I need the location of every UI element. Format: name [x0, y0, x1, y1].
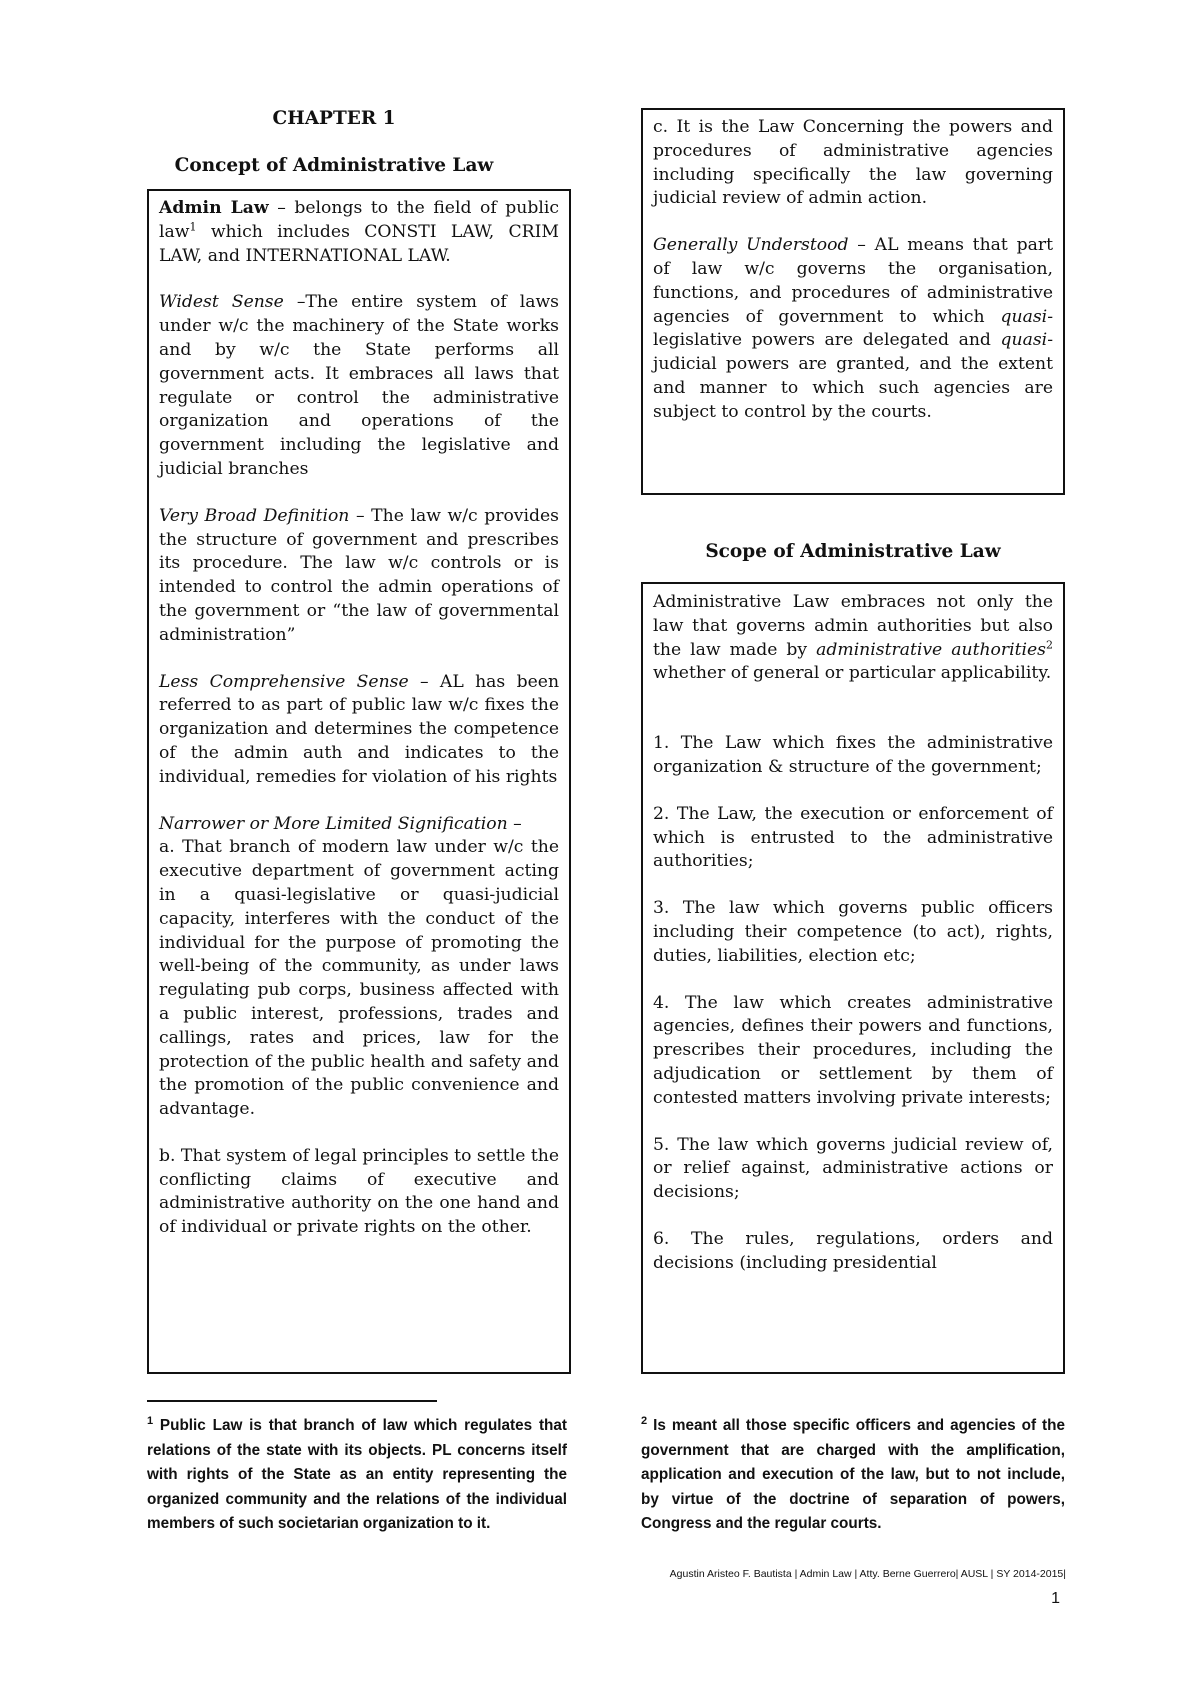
chapter-title: CHAPTER 1: [272, 108, 396, 129]
generally-understood-term: Generally Understood: [653, 235, 849, 256]
broad-definition-term: Very Broad Definition: [159, 505, 350, 526]
footnote-2: $^2$ Is meant all those specific officers and agencies of the government that are charged with the amplification, application and execution of the law, but to not include, by virtue of the doctrine of separation of powers, Congress and the regular courts.: [641, 1414, 1065, 1533]
less-comprehensive-paragraph: Less Comprehensive Sense – AL has been referred to as part of public law w/c fixes the organization and determines the competence of the admin auth and indicates to the individual, remedies for violation of his rights: [159, 671, 560, 787]
scope-item: 3. The law which governs public officers including their competence (to act), rights, duties, liabilities, election etc;: [653, 898, 1053, 966]
less-comprehensive-term: Less Comprehensive Sense: [159, 671, 409, 692]
widest-sense-paragraph: Widest Sense –The entire system of laws under w/c the machinery of the State works and by w/c the State performs all government acts. It embraces all laws that regulate or control the administrative organization and operations of the government including the legislative and judicial branches: [159, 292, 559, 479]
scope-item: 1. The Law which fixes the administrative organization & structure of the government;: [653, 733, 1053, 777]
definition-continued-box: [641, 108, 1065, 495]
footnote-ref-1: 1: [189, 220, 197, 234]
footnote-1-mark: 1: [147, 1414, 154, 1427]
scope-box: [641, 582, 1065, 1374]
administrative-authorities-term: administrative authorities: [816, 639, 1046, 660]
admin-law-term: Admin Law: [159, 198, 269, 218]
section-heading-concept: Concept of Administrative Law: [174, 155, 494, 176]
scope-item: 6. The rules, regulations, orders and decisions (including presidential: [653, 1228, 1053, 1273]
narrower-term: Narrower or More Limited Signification: [159, 813, 508, 834]
scope-item: 5. The law which governs judicial review of, or relief against, administrative actions or decisions;: [653, 1134, 1053, 1203]
concept-definitions-box: [147, 189, 571, 1374]
page-number: 1: [1051, 1590, 1060, 1607]
narrower-item-b: b. That system of legal principles to settle the conflicting claims of executive and administrative authority on the one hand and of individual or private rights on the other.: [159, 1145, 559, 1238]
scope-intro-paragraph: Administrative Law embraces not only the law that governs admin authorities but also the law made by administrative authorities$^2$ whether of general or particular applicability.: [653, 592, 1053, 684]
footnote-1: $^1$ Public Law is that branch of law which regulates that relations of the state with its objects. PL concerns itself with rights of the State as an entity representing the organized community and the relations of the individual members of such societarian organization to it.: [147, 1414, 567, 1533]
broad-definition-paragraph: Very Broad Definition – The law w/c provides the structure of government and prescribes its procedure. The law w/c controls or is intended to control the admin operations of the government or “the law of governmental administration”: [159, 505, 560, 645]
generally-understood-paragraph: Generally Understood – AL means that part of law w/c governs the organisation, functions, and procedures of administrative agencies of government to which quasi-legislative powers are delegated and quasi-judicial powers are granted, and the extent and manner to which such agencies are subject to control by the courts.: [653, 235, 1053, 422]
scope-item: 2. The Law, the execution or enforcement of which is entrusted to the administrative authorities;: [653, 803, 1053, 872]
section-heading-scope: Scope of Administrative Law: [705, 541, 1001, 562]
scope-item: 4. The law which creates administrative agencies, defines their powers and functions, prescribes their procedures, including the adjudication or settlement by them of contested matters involving private interests;: [653, 992, 1053, 1108]
widest-sense-term: Widest Sense: [159, 292, 284, 313]
footnote-separator: [147, 1400, 437, 1402]
definition-c-paragraph: c. It is the Law Concerning the powers and procedures of administrative agencies including specifically the law governing judicial review of admin action.: [653, 117, 1053, 209]
narrower-paragraph: Narrower or More Limited Signification – a. That branch of modern law under w/c the executive department of government acting in a quasi-legislative or quasi-judicial capacity, interferes with the conduct of the individual for the purpose of promoting the well-being of the community, as under laws regulating pub corps, business affected with a public interest, professions, trades and callings, rates and prices, law for the protection of the public health and safety and the promotion of the public convenience and advantage.: [159, 813, 559, 1120]
footnote-2-mark: 2: [641, 1414, 648, 1427]
narrower-item-a: a. That branch of modern law under w/c the executive department of government acting in a quasi-legislative or quasi-judicial capacity, interferes with the conduct of the individual for the purpose of promoting the well-being of the community, as under laws regulating pub corps, business affected with a public interest, professions, trades and callings, rates and prices, law for the protection of the public health and safety and the promotion of the public convenience and advantage.: [159, 837, 559, 1120]
footnote-ref-2: 2: [1046, 637, 1053, 651]
admin-law-paragraph: Admin Law – belongs to the field of public law$^1$ which includes CONSTI LAW, CRIM LAW, and INTERNATIONAL LAW.: [159, 198, 559, 266]
footer-credit: Agustin Aristeo F. Bautista | Admin Law | Atty. Berne Guerrero| AUSL | SY 2014-2015|: [669, 1568, 1066, 1580]
